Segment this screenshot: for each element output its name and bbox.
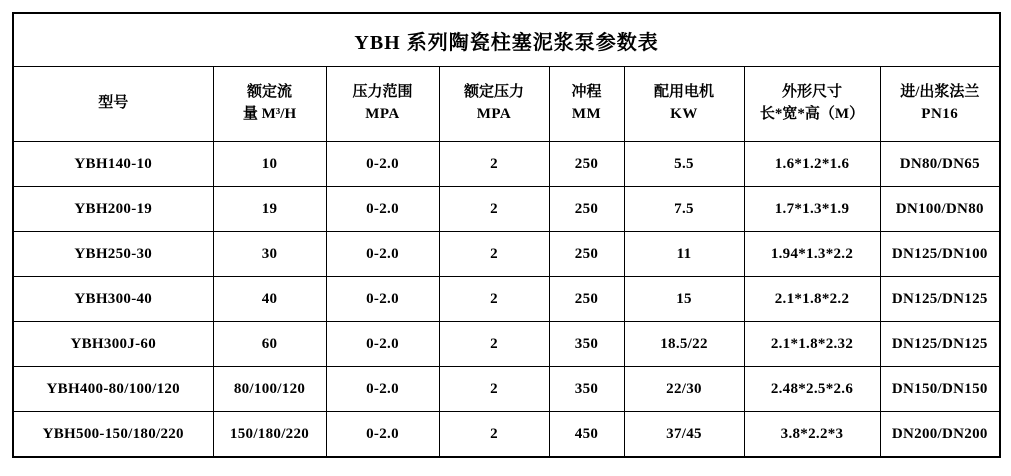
- header-line: KW: [670, 106, 698, 122]
- cell-model: YBH400-80/100/120: [13, 367, 213, 412]
- cell-stroke: 250: [549, 232, 624, 277]
- page-title: YBH 系列陶瓷柱塞泥浆泵参数表: [13, 13, 1000, 67]
- header-line: 额定流: [246, 84, 292, 101]
- column-header-motor: [624, 67, 744, 142]
- cell-stroke: 350: [549, 322, 624, 367]
- cell-flow: 10: [213, 142, 326, 187]
- column-header-rated-pressure: [439, 67, 549, 142]
- cell-motor: 22/30: [624, 367, 744, 412]
- table-title-row: [13, 13, 1000, 67]
- cell-dimensions: 3.8*2.2*3: [744, 412, 880, 458]
- cell-motor: 18.5/22: [624, 322, 744, 367]
- cell-stroke: 250: [549, 277, 624, 322]
- cell-flow: 40: [213, 277, 326, 322]
- cell-rated-pressure: 2: [439, 187, 549, 232]
- cell-flange: DN200/DN200: [880, 412, 1000, 458]
- cell-flange: DN100/DN80: [880, 187, 1000, 232]
- table-row: [13, 232, 1000, 277]
- table-row: [13, 187, 1000, 232]
- header-line: 量 M³/H: [242, 106, 297, 122]
- cell-dimensions: 1.94*1.3*2.2: [744, 232, 880, 277]
- header-line: MPA: [365, 106, 400, 122]
- cell-motor: 15: [624, 277, 744, 322]
- cell-pressure-range: 0-2.0: [326, 232, 439, 277]
- cell-flange: DN80/DN65: [880, 142, 1000, 187]
- cell-stroke: 250: [549, 187, 624, 232]
- table-row: [13, 142, 1000, 187]
- cell-flow: 80/100/120: [213, 367, 326, 412]
- cell-dimensions: 1.6*1.2*1.6: [744, 142, 880, 187]
- table-row: [13, 367, 1000, 412]
- cell-rated-pressure: 2: [439, 232, 549, 277]
- cell-pressure-range: 0-2.0: [326, 322, 439, 367]
- header-line: 冲程: [571, 84, 602, 101]
- cell-rated-pressure: 2: [439, 277, 549, 322]
- cell-motor: 37/45: [624, 412, 744, 458]
- column-header-dimensions: [744, 67, 880, 142]
- table-header-row: [13, 67, 1000, 142]
- cell-pressure-range: 0-2.0: [326, 142, 439, 187]
- parameter-table: [12, 12, 1001, 458]
- cell-model: YBH250-30: [13, 232, 213, 277]
- cell-model: YBH200-19: [13, 187, 213, 232]
- table-row: [13, 412, 1000, 458]
- header-line: 长*宽*高（M）: [759, 106, 865, 122]
- cell-flange: DN125/DN125: [880, 277, 1000, 322]
- column-header-rated-flow: [213, 67, 326, 142]
- table-row: [13, 322, 1000, 367]
- cell-model: YBH500-150/180/220: [13, 412, 213, 458]
- cell-flange: DN150/DN150: [880, 367, 1000, 412]
- cell-motor: 7.5: [624, 187, 744, 232]
- header-line: 额定压力: [463, 84, 524, 101]
- cell-rated-pressure: 2: [439, 322, 549, 367]
- cell-model: YBH300-40: [13, 277, 213, 322]
- cell-rated-pressure: 2: [439, 412, 549, 458]
- cell-flow: 60: [213, 322, 326, 367]
- cell-dimensions: 2.1*1.8*2.2: [744, 277, 880, 322]
- header-line: 外形尺寸: [781, 84, 842, 101]
- table-row: [13, 277, 1000, 322]
- cell-stroke: 250: [549, 142, 624, 187]
- cell-flow: 19: [213, 187, 326, 232]
- header-line: MPA: [476, 106, 512, 122]
- header-line: 配用电机: [653, 84, 714, 101]
- column-header-pressure-range: [326, 67, 439, 142]
- cell-flange: DN125/DN125: [880, 322, 1000, 367]
- column-header-flange: [880, 67, 1000, 142]
- column-header-stroke: [549, 67, 624, 142]
- cell-stroke: 450: [549, 412, 624, 458]
- cell-flow: 150/180/220: [213, 412, 326, 458]
- cell-flow: 30: [213, 232, 326, 277]
- cell-rated-pressure: 2: [439, 367, 549, 412]
- cell-model: YBH140-10: [13, 142, 213, 187]
- header-line: MM: [571, 106, 602, 122]
- cell-model: YBH300J-60: [13, 322, 213, 367]
- cell-pressure-range: 0-2.0: [326, 367, 439, 412]
- cell-dimensions: 2.1*1.8*2.32: [744, 322, 880, 367]
- cell-pressure-range: 0-2.0: [326, 277, 439, 322]
- cell-motor: 11: [624, 232, 744, 277]
- cell-stroke: 350: [549, 367, 624, 412]
- cell-dimensions: 2.48*2.5*2.6: [744, 367, 880, 412]
- cell-pressure-range: 0-2.0: [326, 412, 439, 458]
- cell-pressure-range: 0-2.0: [326, 187, 439, 232]
- column-header-model: [13, 67, 213, 142]
- cell-motor: 5.5: [624, 142, 744, 187]
- cell-dimensions: 1.7*1.3*1.9: [744, 187, 880, 232]
- header-line: 进/出浆法兰: [900, 84, 980, 101]
- header-line: PN16: [921, 106, 959, 122]
- header-line: 型号: [98, 95, 129, 112]
- cell-flange: DN125/DN100: [880, 232, 1000, 277]
- header-line: 压力范围: [352, 84, 413, 101]
- cell-rated-pressure: 2: [439, 142, 549, 187]
